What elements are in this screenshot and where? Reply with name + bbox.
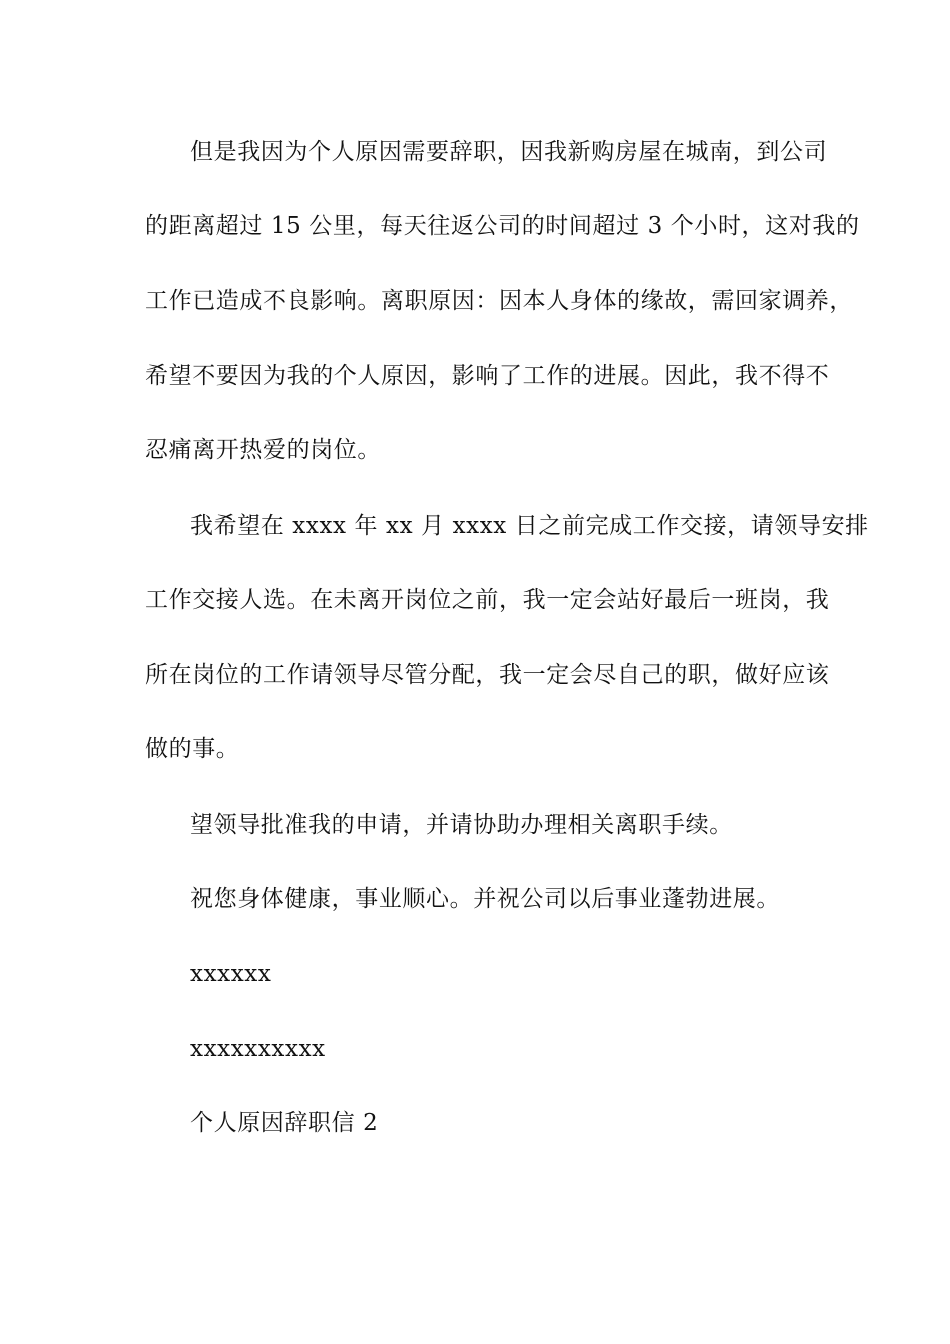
paragraph-1-line-5: 忍痛离开热爱的岗位。 [145,437,381,463]
paragraph-1-line-1: 但是我因为个人原因需要辞职，因我新购房屋在城南，到公司 [190,139,828,165]
signature-name: xxxxxx [190,961,272,987]
paragraph-1-line-4: 希望不要因为我的个人原因，影响了工作的进展。因此，我不得不 [145,363,830,389]
paragraph-2-line-1: 我希望在 xxxx 年 xx 月 xxxx 日之前完成工作交接，请领导安排 [190,513,869,539]
paragraph-1-line-3: 工作已造成不良影响。离职原因：因本人身体的缘故，需回家调养， [145,288,853,314]
paragraph-4: 祝您身体健康，事业顺心。并祝公司以后事业蓬勃进展。 [190,886,780,912]
next-section-title: 个人原因辞职信 2 [190,1110,379,1136]
paragraph-3: 望领导批准我的申请，并请协助办理相关离职手续。 [190,812,733,838]
signature-date: xxxxxxxxxx [190,1036,326,1062]
paragraph-2-line-3: 所在岗位的工作请领导尽管分配，我一定会尽自己的职，做好应该 [145,662,830,688]
paragraph-2-line-2: 工作交接人选。在未离开岗位之前，我一定会站好最后一班岗，我 [145,587,830,613]
paragraph-2-line-4: 做的事。 [145,736,240,762]
paragraph-1-line-2: 的距离超过 15 公里，每天往返公司的时间超过 3 个小时，这对我的 [145,213,860,239]
